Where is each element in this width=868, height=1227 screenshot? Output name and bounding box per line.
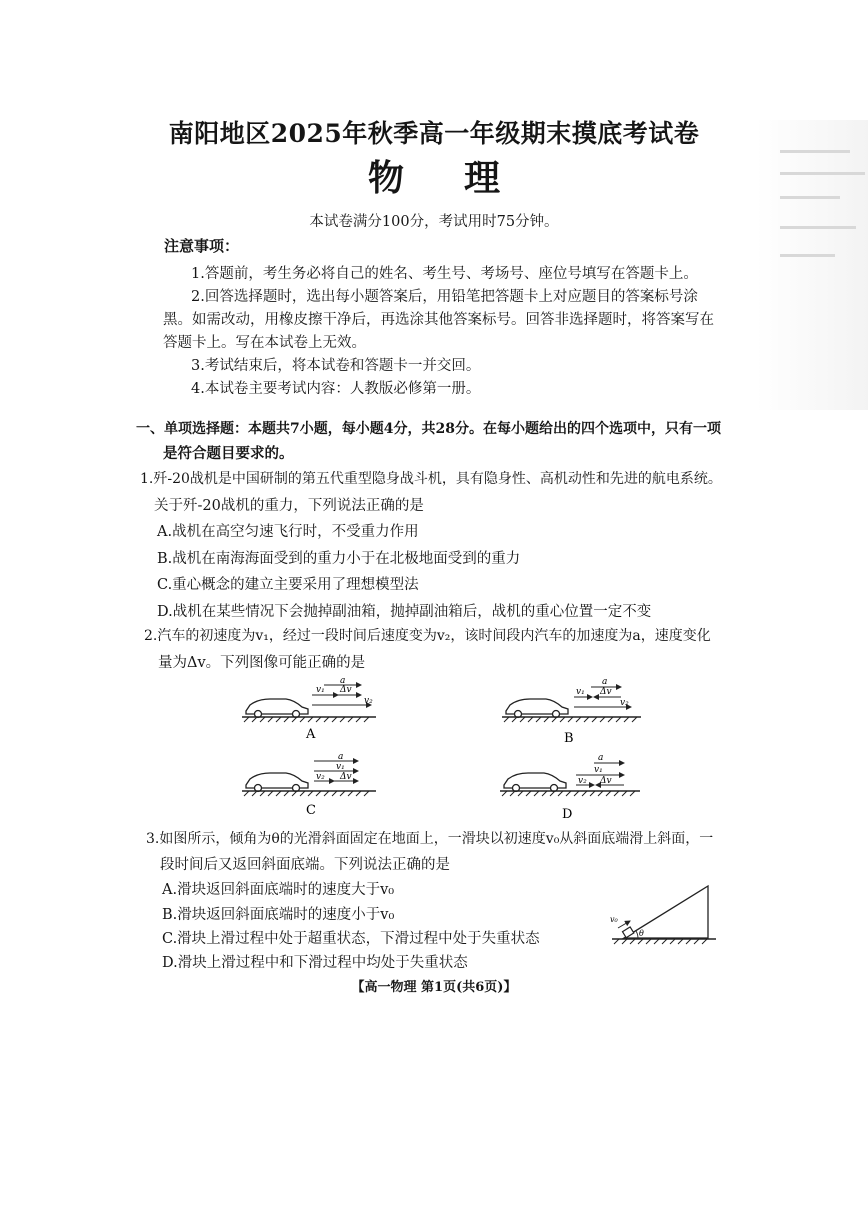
- q2-figure-c: [236, 748, 381, 820]
- label-dv: Δv: [340, 685, 352, 695]
- label-v0: v₀: [610, 915, 618, 924]
- label-dv: Δv: [340, 772, 352, 782]
- figure-label: B: [564, 731, 574, 746]
- q3-option-b: B.滑块返回斜面底端时的速度小于v₀: [162, 907, 395, 923]
- label-v2: v₂: [364, 696, 373, 706]
- q1-option-a: A.战机在高空匀速飞行时，不受重力作用: [157, 524, 419, 540]
- q3-stem-cont: 段时间后又返回斜面底端。下列说法正确的是: [160, 857, 450, 873]
- q1-stem-cont: 关于歼-20战机的重力，下列说法正确的是: [154, 498, 424, 514]
- q1-stem: 1.歼-20战机是中国研制的第五代重型隐身战斗机，具有隐身性、高机动性和先进的航电系统。: [140, 471, 722, 487]
- label-theta: θ: [639, 929, 644, 938]
- section-heading-cont: 是符合题目要求的。: [163, 445, 294, 462]
- q2-stem-cont: 量为Δv。下列图像可能正确的是: [158, 655, 366, 671]
- figure-label: A: [306, 727, 316, 742]
- notice-item-2-cont: 黑。如需改动，用橡皮擦干净后，再选涂其他答案标号。回答非选择题时，将答案写在: [163, 312, 714, 328]
- label-dv: Δv: [600, 776, 612, 786]
- q2-stem: 2.汽车的初速度为v₁，经过一段时间后速度变为v₂，该时间段内汽车的加速度为a，速度变化: [144, 628, 711, 644]
- label-v2: v₂: [316, 772, 325, 782]
- label-v1: v₁: [316, 685, 325, 695]
- label-a: a: [598, 753, 604, 763]
- figure-label: D: [562, 807, 573, 822]
- label-dv: Δv: [600, 687, 612, 697]
- label-a: a: [340, 676, 346, 686]
- notice-heading: 注意事项：: [164, 237, 240, 255]
- q3-option-a: A.滑块返回斜面底端时的速度大于v₀: [162, 882, 395, 898]
- q3-option-c: C.滑块上滑过程中处于超重状态，下滑过程中处于失重状态: [162, 931, 540, 947]
- label-a: a: [338, 752, 344, 762]
- arrow-v0: [618, 921, 630, 928]
- incline: [624, 886, 708, 938]
- subject-title: 物理: [367, 157, 560, 199]
- notice-item-2: 2.回答选择题时，选出每小题答案后，用铅笔把答题卡上对应题目的答案标号涂: [191, 289, 698, 305]
- q3-incline-figure: [608, 878, 718, 948]
- page-footer: 【高一物理 第1页(共6页)】: [351, 980, 517, 995]
- section-heading: 一、单项选择题：本题共7小题，每小题4分，共28分。在每小题给出的四个选项中，只有一项: [136, 421, 721, 437]
- figure-label: C: [306, 803, 316, 818]
- label-v1: v₁: [594, 765, 603, 775]
- q1-option-d: D.战机在某些情况下会抛掉副油箱，抛掉副油箱后，战机的重心位置一定不变: [157, 604, 652, 620]
- label-v2: v₂: [578, 776, 587, 786]
- notice-item-2-cont: 答题卡上。写在本试卷上无效。: [163, 335, 366, 351]
- bleed-through-line: [780, 254, 835, 257]
- q2-figure-b: [496, 672, 646, 746]
- notice-item-4: 4.本试卷主要考试内容：人教版必修第一册。: [191, 381, 481, 397]
- label-v2: v₂: [620, 698, 629, 708]
- label-a: a: [602, 677, 608, 687]
- q2-figure-d: [494, 748, 646, 822]
- notice-item-1: 1.答题前，考生务必将自己的姓名、考生号、考场号、座位号填写在答题卡上。: [191, 266, 698, 282]
- q3-stem: 3.如图所示，倾角为θ的光滑斜面固定在地面上，一滑块以初速度v₀从斜面底端滑上斜面，一: [146, 831, 714, 847]
- q1-option-c: C.重心概念的建立主要采用了理想模型法: [157, 577, 419, 593]
- label-v1: v₁: [576, 687, 585, 697]
- notice-item-3: 3.考试结束后，将本试卷和答题卡一并交回。: [191, 358, 481, 374]
- label-v1: v₁: [336, 762, 345, 772]
- q2-figure-a: [236, 672, 381, 742]
- exam-title: 南阳地区2025年秋季高一年级期末摸底考试卷: [168, 119, 700, 148]
- exam-meta: 本试卷满分100分，考试用时75分钟。: [309, 214, 559, 230]
- q3-option-d: D.滑块上滑过程中和下滑过程中均处于失重状态: [162, 955, 468, 971]
- q1-option-b: B.战机在南海海面受到的重力小于在北极地面受到的重力: [157, 551, 521, 567]
